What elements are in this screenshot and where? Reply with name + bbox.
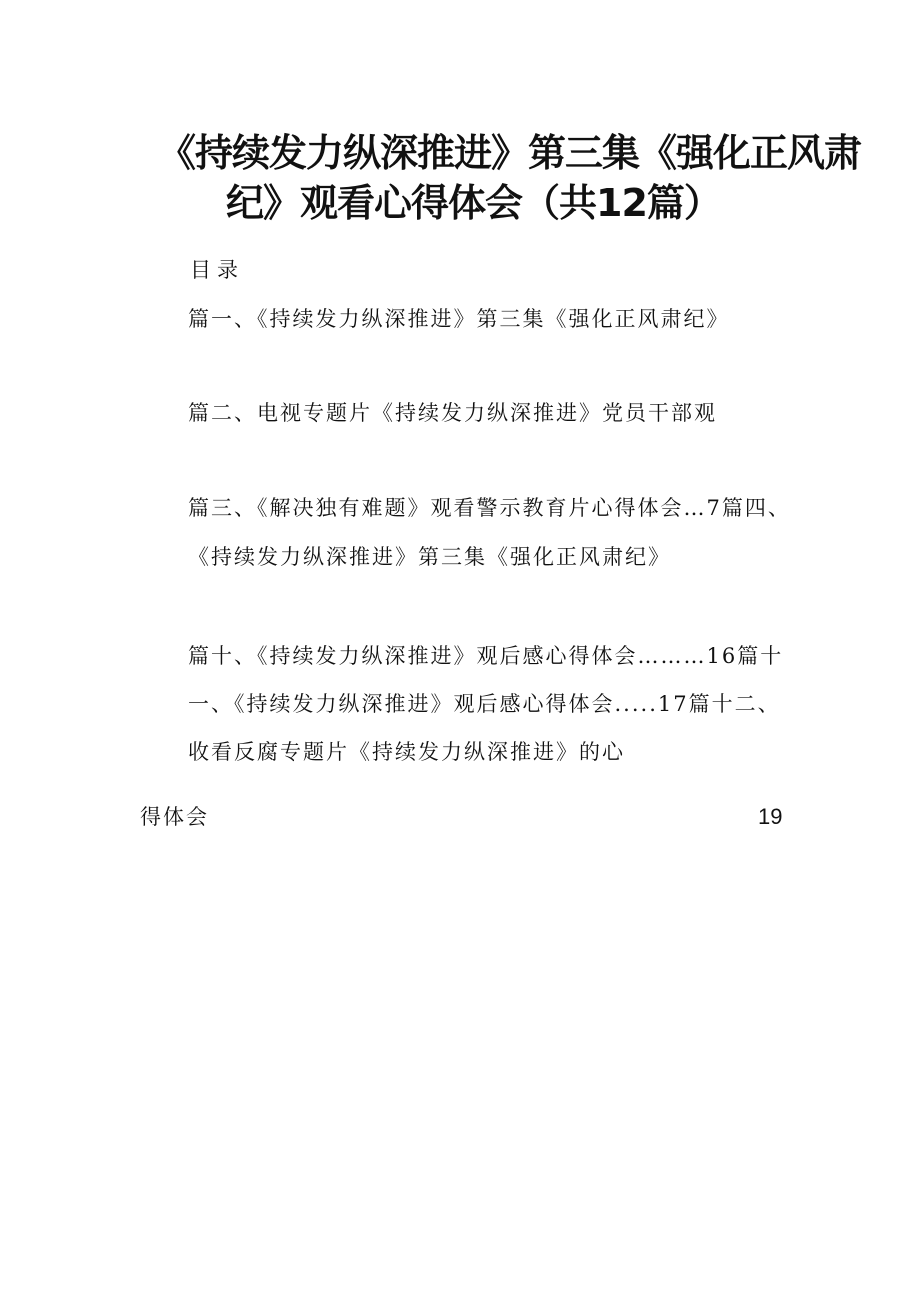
toc-entry: 篇一、《持续发力纵深推进》第三集《强化正风肃纪》 [188, 307, 730, 331]
toc-entry: 篇十、《持续发力纵深推进》观后感心得体会………16篇十 [188, 644, 784, 668]
toc-entry: 篇三、《解决独有难题》观看警示教育片心得体会…7篇四、 [188, 496, 791, 520]
toc-heading: 目录 [190, 258, 244, 282]
toc-page-number: 19 [758, 804, 783, 829]
toc-entry-continuation: 收看反腐专题片《持续发力纵深推进》的心 [188, 740, 625, 764]
toc-entry-continuation: 一、《持续发力纵深推进》观后感心得体会.....17篇十二、 [188, 692, 781, 716]
toc-entry: 篇二、电视专题片《持续发力纵深推进》党员干部观 [188, 401, 717, 425]
document-title-line-1: 《持续发力纵深推进》第三集《强化正风肃 [158, 131, 862, 175]
toc-entry-continuation: 得体会 [140, 805, 209, 829]
toc-entry-continuation: 《持续发力纵深推进》第三集《强化正风肃纪》 [188, 545, 671, 569]
document-title-line-2: 纪》观看心得体会（共12篇） [226, 181, 721, 225]
